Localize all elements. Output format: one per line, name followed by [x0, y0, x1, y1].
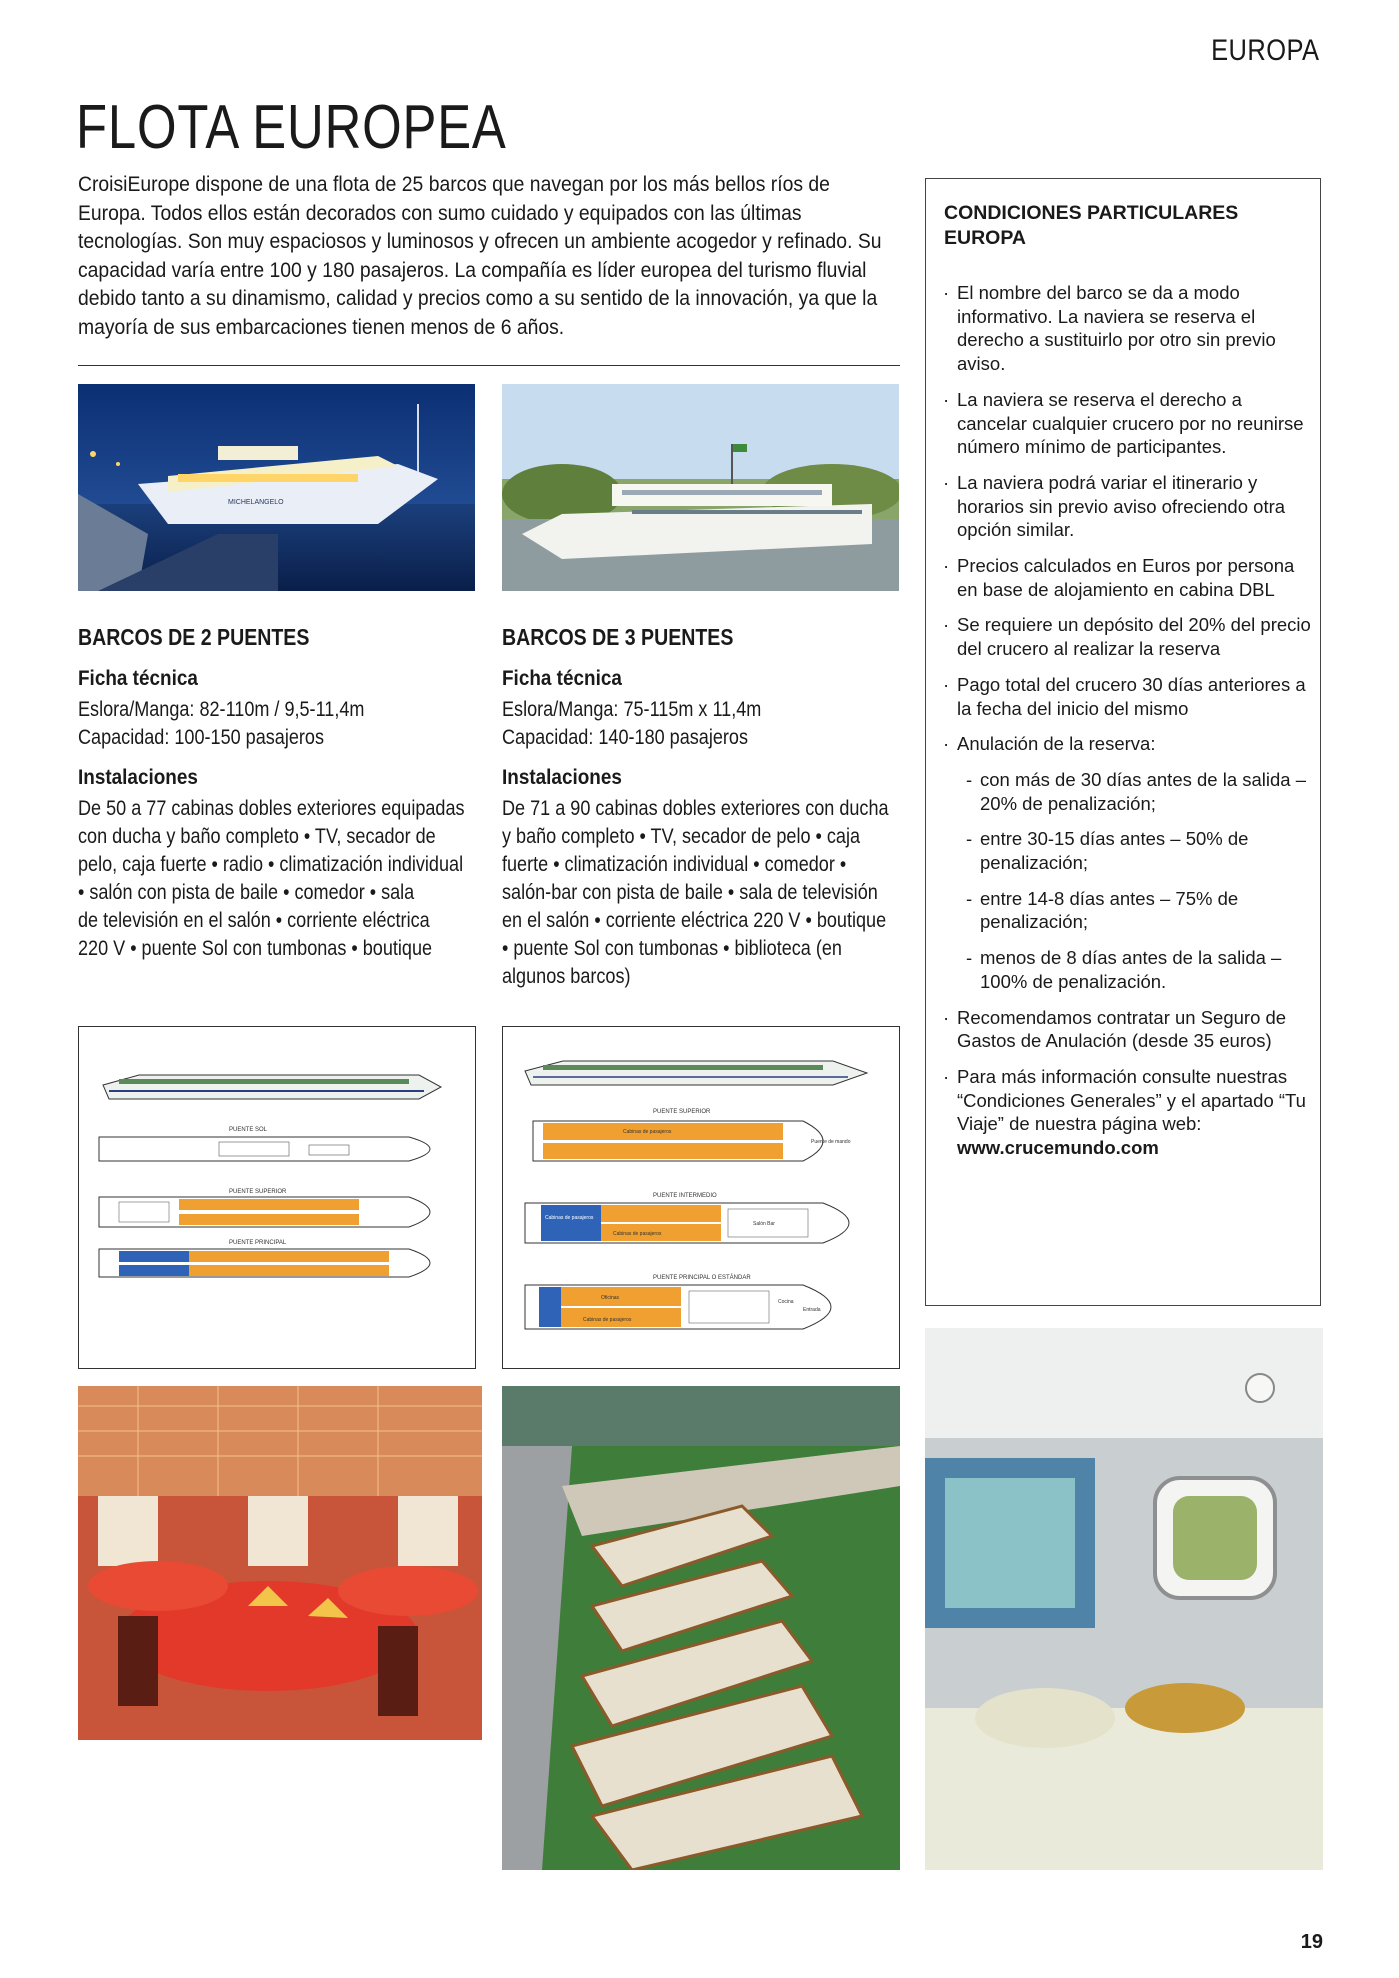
plan-label: PUENTE SUPERIOR [653, 1109, 711, 1115]
conditions-list [943, 281, 1315, 1172]
two-deck-inst-line: • salón con pista de baile • comedor • sala [78, 880, 415, 904]
two-deck-inst-line: De 50 a 77 cabinas dobles exteriores equipadas [78, 796, 465, 820]
two-deck-inst-line: 220 V • puente Sol con tumbonas • boutique [78, 936, 433, 960]
three-deck-capacidad: Capacidad: 140-180 pasajeros [502, 725, 748, 749]
three-deck-plan [502, 1026, 900, 1369]
ship-night-photo [78, 384, 475, 591]
three-deck-inst-line: De 71 a 90 cabinas dobles exteriores con ducha [502, 796, 889, 820]
two-deck-plan [78, 1026, 476, 1369]
plan-small-label: Entrada [803, 1307, 821, 1313]
plan-label: PUENTE SOL [229, 1127, 268, 1133]
penalty-item: - menos de 8 días antes de la salida – 100% de penalización. [966, 947, 1282, 992]
plan-label: PUENTE INTERMEDIO [653, 1193, 717, 1199]
two-deck-ficha-label: Ficha técnica [78, 666, 198, 690]
condition-item: · La naviera podrá variar el itinerario y horarios sin previo aviso ofreciendo otra opción similar. [943, 471, 1286, 541]
three-deck-ficha-label: Ficha técnica [502, 666, 622, 690]
three-deck-inst-line: en el salón • corriente eléctrica 220 V • boutique [502, 908, 887, 932]
page-number: 19 [1300, 1931, 1323, 1953]
two-deck-inst-label: Instalaciones [78, 765, 198, 789]
three-deck-inst-line: salón-bar con pista de baile • sala de televisión [502, 880, 878, 904]
divider [78, 365, 900, 366]
plan-small-label: Cocina [778, 1299, 794, 1305]
intro-paragraph: CroisiEurope dispone de una flota de 25 barcos que navegan por los más bellos ríos de Europa. Todos ellos están decorados con sumo cuidado y equipados con las últimas tecnologías. Son muy espaciosos y luminosos y ofrecen un ambiente acogedor y refinado. Su capacidad varía entre 100 y 180 pasajeros. La compañía es líder europea del turismo fluvial debido tanto a su dinamismo, calidad y precios como a su sentido de la innovación, ya que la mayoría de sus embarcaciones tienen menos de 6 años. [78, 172, 882, 339]
conditions-title: CONDICIONES PARTICULARES EUROPA [944, 202, 1239, 249]
condition-item: · Se requiere un depósito del 20% del precio del crucero al realizar la reserva [943, 614, 1311, 660]
page-title: FLOTA EUROPEA [76, 93, 507, 162]
insurance-item: · Recomendamos contratar un Seguro de Gastos de Anulación (desde 35 euros) [943, 1006, 1287, 1052]
three-deck-inst-line: fuerte • climatización individual • comedor • [502, 852, 847, 876]
penalty-item: - entre 14-8 días antes – 75% de penalización; [966, 887, 1239, 933]
penalty-item: - con más de 30 días antes de la salida – 20% de penalización; [966, 768, 1307, 814]
plan-label: PUENTE PRINCIPAL O ESTÁNDAR [653, 1275, 751, 1281]
section-label: EUROPA [1210, 34, 1319, 67]
plan-label: PUENTE PRINCIPAL [229, 1240, 287, 1246]
condition-item: · El nombre del barco se da a modo informativo. La naviera se reserva el derecho a sustituirlo por otro sin previo aviso. [943, 282, 1276, 375]
two-deck-inst-line: con ducha y baño completo • TV, secador de [78, 824, 436, 848]
plan-small-label: Cabinas de pasajeros [545, 1215, 594, 1221]
plan-label: PUENTE SUPERIOR [229, 1189, 287, 1195]
penalty-item: - entre 30-15 días antes – 50% de penalización; [966, 828, 1249, 874]
condition-item: · Anulación de la reserva: [943, 733, 1156, 755]
plan-small-label: Cabinas de pasajeros [623, 1129, 672, 1135]
more-info-item: · Para más información consulte nuestras “Condiciones Generales” y el apartado “Tu Viaje” de nuestra página web: www.crucemundo.com [943, 1065, 1306, 1159]
three-deck-eslora: Eslora/Manga: 75-115m x 11,4m [502, 697, 762, 721]
plan-small-label: Cabinas de pasajeros [583, 1317, 632, 1323]
website-link[interactable]: www.crucemundo.com [957, 1137, 1159, 1159]
three-deck-inst-line: • puente Sol con tumbonas • biblioteca (en [502, 936, 842, 960]
three-deck-inst-label: Instalaciones [502, 765, 622, 789]
dining-room-photo [78, 1386, 482, 1740]
ship-day-photo [502, 384, 899, 591]
condition-item: · Pago total del crucero 30 días anteriores a la fecha del inicio del mismo [943, 673, 1306, 719]
three-deck-heading: BARCOS DE 3 PUENTES [502, 624, 734, 650]
ship-name-label: MICHELANGELO [228, 499, 284, 506]
condition-item: · La naviera se reserva el derecho a cancelar cualquier crucero por no reunirse número mínimo de participantes. [943, 388, 1304, 458]
conditions-box [925, 178, 1321, 1306]
plan-small-label: Salón Bar [753, 1221, 775, 1227]
three-deck-inst-line: algunos barcos) [502, 964, 631, 988]
plan-small-label: Puente de mando [811, 1139, 851, 1145]
two-deck-inst-line: de televisión en el salón • corriente eléctrica [78, 908, 430, 932]
two-deck-eslora: Eslora/Manga: 82-110m / 9,5-11,4m [78, 697, 365, 721]
three-deck-inst-line: y baño completo • TV, secador de pelo • caja [502, 824, 861, 848]
cabin-photo [925, 1328, 1323, 1870]
plan-small-label: Cabinas de pasajeros [613, 1231, 662, 1237]
condition-item: · Precios calculados en Euros por persona en base de alojamiento en cabina DBL [943, 555, 1295, 600]
two-deck-inst-line: pelo, caja fuerte • radio • climatización individual [78, 852, 464, 876]
two-deck-capacidad: Capacidad: 100-150 pasajeros [78, 725, 324, 749]
two-deck-heading: BARCOS DE 2 PUENTES [78, 624, 310, 650]
sun-deck-photo [502, 1386, 900, 1870]
plan-small-label: Oficinas [601, 1295, 620, 1301]
